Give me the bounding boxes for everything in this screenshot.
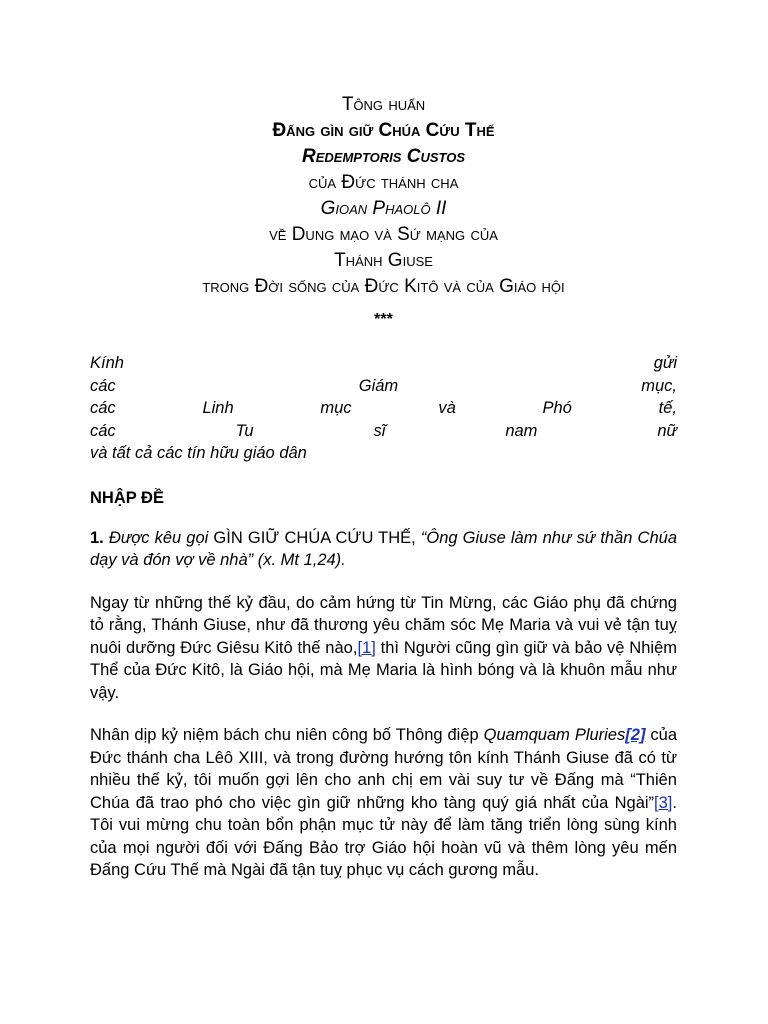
greeting-row — [90, 420, 677, 443]
document-page — [90, 92, 677, 882]
greeting-word: các — [90, 421, 116, 440]
greeting-word: Tu — [235, 421, 254, 440]
title-line-subject-2: Thánh Giuse — [334, 250, 433, 271]
para1-scripture-quote: “Ông Giuse làm như sứ thần Chúa dạy và đón vợ về nhà” (x. Mt 1,24). — [90, 528, 677, 569]
para1-title-caps: GÌN GIỮ CHÚA CỨU THẾ, — [208, 528, 421, 547]
para3-text-2: của Đức thánh cha Lêô XIII, và trong đường hướng tôn kính Thánh Giuse đã có từ nhiều thế kỷ, tôi muốn gợi lên cho anh chị em vài suy tư về Đấng mà “Thiên Chúa đã trao phó cho việc gìn giữ những kho tàng quý giá nhất của Ngài” — [90, 726, 678, 812]
title-line-document-type: Tông huấn — [341, 94, 426, 115]
para1-italic-lead: Được kêu gọi — [108, 528, 209, 547]
greeting-row — [90, 397, 677, 420]
footnote-link-2[interactable]: [2] — [625, 726, 646, 744]
title-line-subject-1: về Dung mạo và Sứ mạng của — [269, 224, 498, 245]
greeting-word: tế, — [658, 399, 677, 417]
paragraph-1 — [90, 527, 677, 572]
title-line-subject-3: trong Đời sống của Đức Kitô và của Giáo hội — [202, 276, 565, 297]
section-separator: *** — [374, 311, 393, 328]
greeting-word: mục — [320, 399, 352, 417]
title-line-author-prefix: của Đức thánh cha — [308, 172, 459, 193]
para2-text-2: thì Người cũng gìn giữ và bảo vệ Nhiệm Thể của Đức Kitô, là Giáo hội, mà Mẹ Maria là hình bóng và là khuôn mẫu như vậy. — [90, 638, 677, 702]
greeting-word: sĩ — [373, 421, 386, 440]
greeting-word: Giám — [358, 376, 399, 395]
footnote-link-3[interactable]: [3] — [654, 793, 673, 812]
greeting-word: mục, — [641, 376, 677, 395]
footnote-link-1[interactable]: [1] — [357, 638, 376, 657]
greeting-last-line: và tất cả các tín hữu giáo dân — [90, 444, 307, 462]
section-heading: NHẬP ĐỀ — [90, 488, 164, 507]
paragraph-3 — [90, 724, 677, 882]
greeting-word: gửi — [653, 354, 677, 372]
para3-text-3: . Tôi vui mừng chu toàn bổn phận mục tử này để làm tăng triển lòng sùng kính của mọi người đối với Đấng Bảo trợ Giáo hội hoàn vũ và thêm lòng yêu mến Đấng Cứu Thế mà Ngài đã tận tuỵ phục vụ cách gương mẫu. — [90, 793, 677, 879]
greeting-row — [90, 352, 677, 375]
title-line-latin-title: Redemptoris Custos — [302, 146, 465, 167]
greeting-word: Linh — [202, 399, 234, 417]
title-line-author: Gioan Phaolô II — [320, 198, 447, 219]
greeting-word: Kính — [90, 354, 124, 372]
greeting-row — [90, 375, 677, 398]
greeting-block — [90, 352, 677, 465]
para2-text-1: Ngay từ những thế kỷ đầu, do cảm hứng từ Tin Mừng, các Giáo phụ đã chứng tỏ rằng, Thánh Giuse, như đã thương yêu chăm sóc Mẹ Maria và vui vẻ tận tuỵ nuôi dưỡng Đức Giêsu Kitô thế nào, — [90, 593, 677, 657]
greeting-word: các — [90, 399, 116, 417]
para3-text-1: Nhân dịp kỷ niệm bách chu niên công bố Thông điệp — [90, 726, 484, 744]
greeting-word: nam — [505, 421, 538, 440]
paragraph-number: 1. — [90, 528, 104, 547]
greeting-word: các — [90, 376, 116, 395]
greeting-word: nữ — [657, 421, 677, 440]
title-line-main-title: Đấng gìn giữ Chúa Cứu Thế — [272, 120, 495, 141]
greeting-word: và — [438, 399, 456, 417]
title-block — [90, 92, 677, 300]
paragraph-2 — [90, 592, 677, 705]
greeting-word: Phó — [542, 399, 572, 417]
para3-encyclical-title: Quamquam Pluries — [483, 726, 626, 744]
